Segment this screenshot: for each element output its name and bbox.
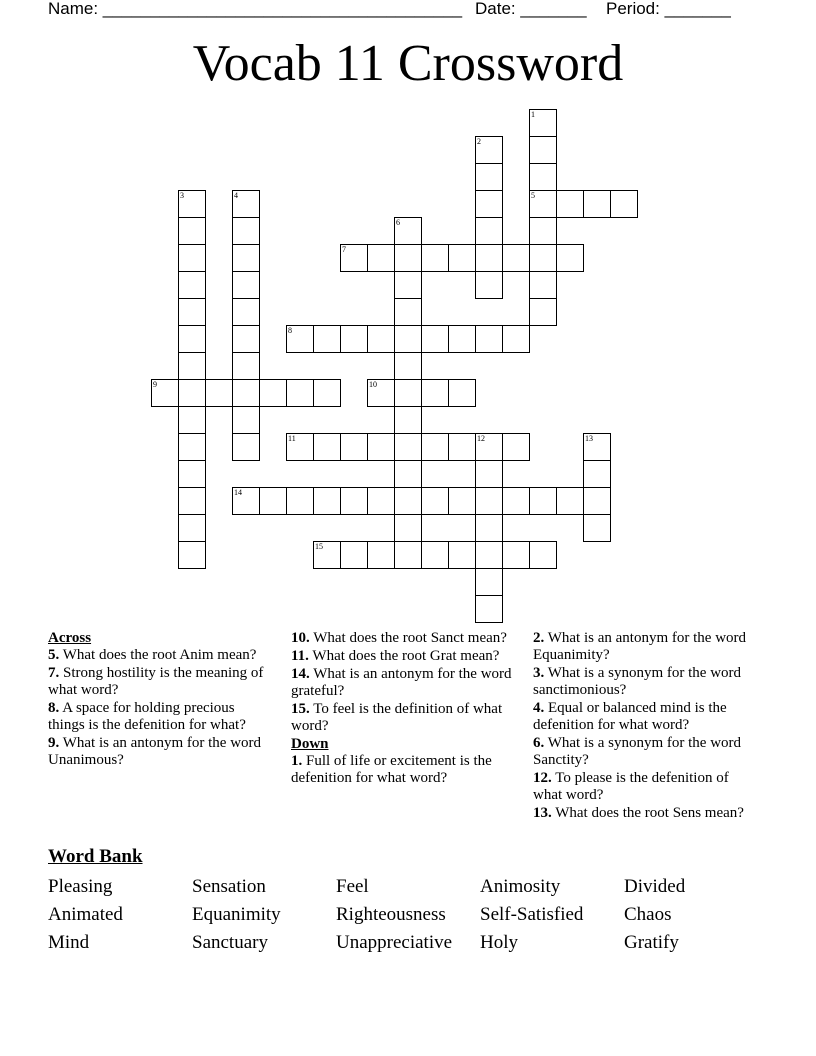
clue-down-13 bbox=[533, 805, 755, 822]
crossword-cell[interactable] bbox=[583, 190, 611, 218]
clue-text: What does the root Sens mean? bbox=[555, 805, 744, 821]
clue-text: What is an antonym for the word Unanimous? bbox=[48, 735, 262, 768]
crossword-cell[interactable] bbox=[178, 460, 206, 488]
clue-column-1 bbox=[48, 630, 270, 770]
crossword-cell[interactable] bbox=[448, 487, 476, 515]
crossword-cell[interactable] bbox=[529, 190, 557, 218]
clue-number: 3. bbox=[533, 665, 545, 681]
crossword-cell[interactable] bbox=[232, 244, 260, 272]
crossword-cell[interactable] bbox=[583, 487, 611, 515]
crossword-cell[interactable] bbox=[475, 190, 503, 218]
clue-across-9 bbox=[48, 735, 270, 769]
crossword-cell[interactable] bbox=[340, 433, 368, 461]
crossword-cell[interactable] bbox=[475, 514, 503, 542]
crossword-cell[interactable] bbox=[232, 298, 260, 326]
crossword-cell[interactable] bbox=[529, 244, 557, 272]
crossword-cell[interactable] bbox=[232, 217, 260, 245]
crossword-cell[interactable] bbox=[394, 487, 422, 515]
crossword-cell[interactable] bbox=[232, 406, 260, 434]
crossword-cell[interactable] bbox=[475, 433, 503, 461]
crossword-cell[interactable] bbox=[340, 244, 368, 272]
word-bank-title: Word Bank bbox=[48, 846, 143, 867]
clue-across-15 bbox=[291, 701, 513, 735]
cell-number: 13 bbox=[585, 434, 593, 443]
word-bank-word: Divided bbox=[624, 876, 686, 897]
crossword-cell[interactable] bbox=[178, 487, 206, 515]
clue-text: What is an antonym for the word grateful? bbox=[291, 666, 512, 699]
crossword-cell[interactable] bbox=[421, 487, 449, 515]
clue-across-7 bbox=[48, 665, 270, 699]
crossword-cell[interactable] bbox=[475, 595, 503, 623]
crossword-cell[interactable] bbox=[178, 433, 206, 461]
crossword-cell[interactable] bbox=[475, 244, 503, 272]
clue-text: What is an antonym for the word Equanimity? bbox=[533, 630, 747, 663]
clue-column-3 bbox=[533, 630, 755, 823]
across-heading: Across bbox=[48, 630, 92, 646]
clue-text: What is a synonym for the word Sanctity? bbox=[533, 735, 742, 768]
crossword-cell[interactable] bbox=[178, 352, 206, 380]
cell-number: 2 bbox=[477, 137, 481, 146]
crossword-cell[interactable] bbox=[394, 244, 422, 272]
word-bank-word: Feel bbox=[336, 876, 369, 897]
crossword-cell[interactable] bbox=[475, 136, 503, 164]
cell-number: 14 bbox=[234, 488, 242, 497]
crossword-cell[interactable] bbox=[178, 514, 206, 542]
crossword-cell[interactable] bbox=[367, 541, 395, 569]
clue-down-1 bbox=[291, 753, 513, 787]
word-bank-word: Sanctuary bbox=[192, 932, 268, 953]
crossword-cell[interactable] bbox=[313, 433, 341, 461]
cell-number: 8 bbox=[288, 326, 292, 335]
crossword-cell[interactable] bbox=[394, 460, 422, 488]
crossword-cell[interactable] bbox=[313, 487, 341, 515]
crossword-cell[interactable] bbox=[475, 217, 503, 245]
crossword-cell[interactable] bbox=[232, 190, 260, 218]
crossword-cell[interactable] bbox=[448, 433, 476, 461]
clue-number: 13. bbox=[533, 805, 552, 821]
clue-text: What does the root Grat mean? bbox=[312, 648, 500, 664]
name-field-label[interactable]: Name: ______________________________________ bbox=[48, 0, 463, 18]
crossword-cell[interactable] bbox=[610, 190, 638, 218]
crossword-cell[interactable] bbox=[475, 271, 503, 299]
word-bank-word: Gratify bbox=[624, 932, 679, 953]
clue-number: 15. bbox=[291, 701, 310, 717]
crossword-cell[interactable] bbox=[178, 217, 206, 245]
crossword-cell[interactable] bbox=[367, 433, 395, 461]
crossword-cell[interactable] bbox=[178, 406, 206, 434]
clue-down-6 bbox=[533, 735, 755, 769]
cell-number: 1 bbox=[531, 110, 535, 119]
cell-number: 12 bbox=[477, 434, 485, 443]
crossword-cell[interactable] bbox=[394, 514, 422, 542]
crossword-cell[interactable] bbox=[529, 487, 557, 515]
crossword-cell[interactable] bbox=[475, 460, 503, 488]
cell-number: 11 bbox=[288, 434, 296, 443]
crossword-cell[interactable] bbox=[529, 163, 557, 191]
crossword-cell[interactable] bbox=[178, 298, 206, 326]
word-bank-word: Sensation bbox=[192, 876, 266, 897]
crossword-cell[interactable] bbox=[475, 568, 503, 596]
crossword-cell[interactable] bbox=[313, 541, 341, 569]
clue-number: 5. bbox=[48, 647, 60, 663]
word-bank-word: Unappreciative bbox=[336, 932, 453, 953]
clue-text: Strong hostility is the meaning of what word? bbox=[48, 665, 264, 698]
crossword-cell[interactable] bbox=[583, 514, 611, 542]
cell-number: 9 bbox=[153, 380, 157, 389]
word-bank-word: Pleasing bbox=[48, 876, 113, 897]
crossword-cell[interactable] bbox=[421, 244, 449, 272]
crossword-cell[interactable] bbox=[340, 325, 368, 353]
clue-number: 7. bbox=[48, 665, 60, 681]
crossword-cell[interactable] bbox=[232, 433, 260, 461]
crossword-cell[interactable] bbox=[232, 352, 260, 380]
clue-text: What does the root Sanct mean? bbox=[313, 630, 507, 646]
crossword-cell[interactable] bbox=[340, 487, 368, 515]
crossword-cell[interactable] bbox=[529, 109, 557, 137]
crossword-cell[interactable] bbox=[529, 136, 557, 164]
crossword-cell[interactable] bbox=[475, 541, 503, 569]
clue-down-12 bbox=[533, 770, 755, 804]
word-bank-word: Holy bbox=[480, 932, 518, 953]
clue-number: 1. bbox=[291, 753, 303, 769]
crossword-cell[interactable] bbox=[556, 487, 584, 515]
page-title: Vocab 11 Crossword bbox=[192, 35, 624, 92]
crossword-cell[interactable] bbox=[556, 190, 584, 218]
clue-text: To feel is the definition of what word? bbox=[291, 701, 503, 734]
clue-number: 12. bbox=[533, 770, 552, 786]
crossword-cell[interactable] bbox=[232, 271, 260, 299]
crossword-cell[interactable] bbox=[394, 406, 422, 434]
crossword-cell[interactable] bbox=[448, 325, 476, 353]
crossword-cell[interactable] bbox=[178, 325, 206, 353]
crossword-cell[interactable] bbox=[232, 325, 260, 353]
clue-text: What is a synonym for the word sanctimonious? bbox=[533, 665, 742, 698]
crossword-cell[interactable] bbox=[583, 460, 611, 488]
clue-across-8 bbox=[48, 700, 270, 734]
crossword-cell[interactable] bbox=[286, 487, 314, 515]
clue-number: 6. bbox=[533, 735, 545, 751]
crossword-cell[interactable] bbox=[367, 325, 395, 353]
crossword-cell[interactable] bbox=[259, 379, 287, 407]
clue-number: 14. bbox=[291, 666, 310, 682]
cell-number: 3 bbox=[180, 191, 184, 200]
clue-text: A space for holding precious things is the defenition for what? bbox=[48, 700, 246, 733]
crossword-cell[interactable] bbox=[340, 541, 368, 569]
clue-across-5 bbox=[48, 647, 270, 664]
cell-number: 5 bbox=[531, 191, 535, 200]
crossword-cell[interactable] bbox=[178, 244, 206, 272]
crossword-cell[interactable] bbox=[421, 325, 449, 353]
word-bank-word: Mind bbox=[48, 932, 90, 953]
crossword-cell[interactable] bbox=[502, 487, 530, 515]
crossword-cell[interactable] bbox=[502, 541, 530, 569]
cell-number: 4 bbox=[234, 191, 238, 200]
crossword-cell[interactable] bbox=[286, 325, 314, 353]
crossword-cell[interactable] bbox=[232, 487, 260, 515]
crossword-cell[interactable] bbox=[367, 244, 395, 272]
crossword-cell[interactable] bbox=[205, 379, 233, 407]
crossword-cell[interactable] bbox=[475, 163, 503, 191]
crossword-cell[interactable] bbox=[529, 541, 557, 569]
crossword-cell[interactable] bbox=[394, 379, 422, 407]
clue-text: To please is the defenition of what word? bbox=[533, 770, 729, 803]
clue-number: 4. bbox=[533, 700, 545, 716]
clue-number: 8. bbox=[48, 700, 60, 716]
clue-down-2 bbox=[533, 630, 755, 664]
crossword-cell[interactable] bbox=[529, 271, 557, 299]
crossword-cell[interactable] bbox=[394, 298, 422, 326]
crossword-cell[interactable] bbox=[475, 325, 503, 353]
crossword-cell[interactable] bbox=[394, 217, 422, 245]
clue-number: 10. bbox=[291, 630, 310, 646]
crossword-cell[interactable] bbox=[151, 379, 179, 407]
crossword-cell[interactable] bbox=[502, 244, 530, 272]
cell-number: 7 bbox=[342, 245, 346, 254]
clue-across-10 bbox=[291, 630, 513, 647]
crossword-cell[interactable] bbox=[313, 325, 341, 353]
clue-number: 2. bbox=[533, 630, 545, 646]
period-field-label[interactable]: Period: _______ bbox=[606, 0, 731, 18]
word-bank-word: Chaos bbox=[624, 904, 672, 925]
clue-column-2 bbox=[291, 630, 513, 788]
crossword-cell[interactable] bbox=[286, 433, 314, 461]
crossword-cell[interactable] bbox=[394, 271, 422, 299]
word-bank-word: Animosity bbox=[480, 876, 561, 897]
crossword-cell[interactable] bbox=[421, 541, 449, 569]
crossword-cell[interactable] bbox=[529, 217, 557, 245]
clue-across-11 bbox=[291, 648, 513, 665]
crossword-cell[interactable] bbox=[448, 244, 476, 272]
crossword-cell[interactable] bbox=[367, 379, 395, 407]
cell-number: 6 bbox=[396, 218, 400, 227]
crossword-cell[interactable] bbox=[178, 271, 206, 299]
crossword-cell[interactable] bbox=[421, 433, 449, 461]
crossword-cell[interactable] bbox=[502, 433, 530, 461]
crossword-cell[interactable] bbox=[178, 541, 206, 569]
clue-number: 9. bbox=[48, 735, 60, 751]
clue-text: Full of life or excitement is the defenition for what word? bbox=[291, 753, 492, 786]
down-heading: Down bbox=[291, 736, 329, 752]
cell-number: 15 bbox=[315, 542, 323, 551]
word-bank-word: Animated bbox=[48, 904, 123, 925]
crossword-cell[interactable] bbox=[394, 352, 422, 380]
clue-text: Equal or balanced mind is the defenition for what word? bbox=[533, 700, 727, 733]
crossword-cell[interactable] bbox=[232, 379, 260, 407]
clue-across-14 bbox=[291, 666, 513, 700]
crossword-cell[interactable] bbox=[394, 325, 422, 353]
crossword-cell[interactable] bbox=[421, 379, 449, 407]
crossword-cell[interactable] bbox=[259, 487, 287, 515]
clue-down-3 bbox=[533, 665, 755, 699]
date-field-label[interactable]: Date: _______ bbox=[475, 0, 587, 18]
crossword-cell[interactable] bbox=[583, 433, 611, 461]
clue-text: What does the root Anim mean? bbox=[62, 647, 257, 663]
crossword-cell[interactable] bbox=[313, 379, 341, 407]
crossword-cell[interactable] bbox=[529, 298, 557, 326]
word-bank-word: Equanimity bbox=[192, 904, 281, 925]
cell-number: 10 bbox=[369, 380, 377, 389]
crossword-cell[interactable] bbox=[286, 379, 314, 407]
clue-number: 11. bbox=[291, 648, 309, 664]
crossword-cell[interactable] bbox=[448, 541, 476, 569]
crossword-cell[interactable] bbox=[502, 325, 530, 353]
word-bank-word: Righteousness bbox=[336, 904, 446, 925]
crossword-cell[interactable] bbox=[556, 244, 584, 272]
crossword-cell[interactable] bbox=[178, 190, 206, 218]
crossword-cell[interactable] bbox=[367, 487, 395, 515]
crossword-cell[interactable] bbox=[448, 379, 476, 407]
word-bank-word: Self-Satisfied bbox=[480, 904, 584, 925]
crossword-cell[interactable] bbox=[475, 487, 503, 515]
crossword-cell[interactable] bbox=[394, 541, 422, 569]
crossword-cell[interactable] bbox=[394, 433, 422, 461]
clue-down-4 bbox=[533, 700, 755, 734]
crossword-cell[interactable] bbox=[178, 379, 206, 407]
